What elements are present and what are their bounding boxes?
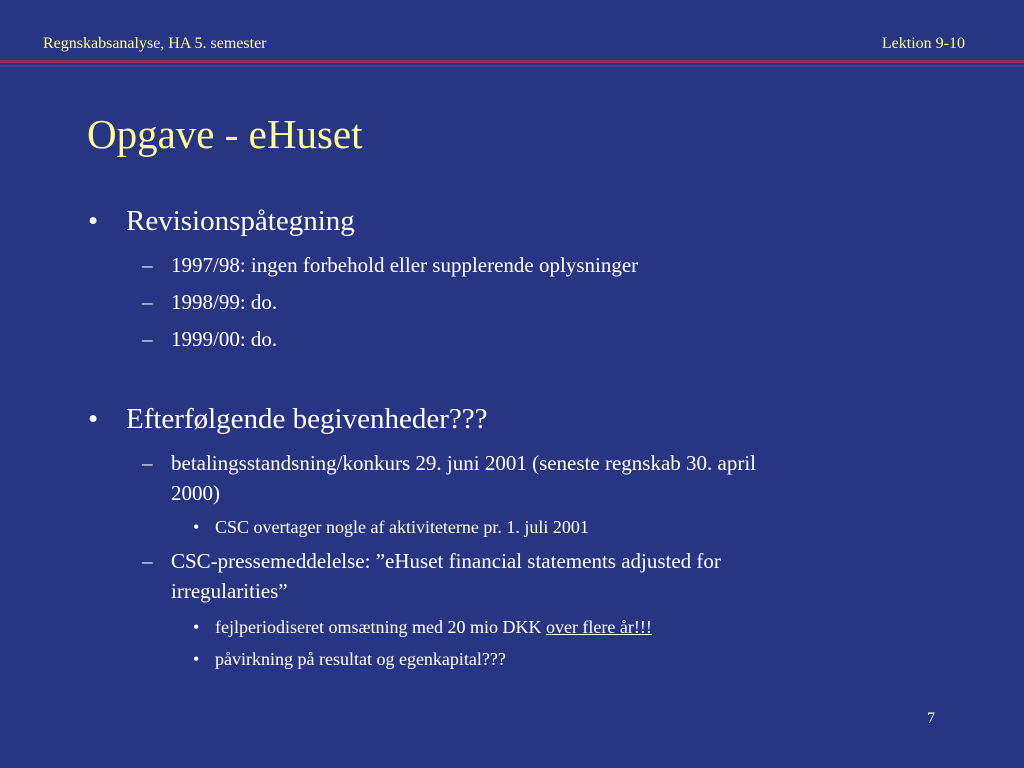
dash-marker: – [142, 290, 153, 314]
list-item: 1998/99: do. [171, 290, 278, 314]
over-flere-aar-link[interactable]: over flere år!!! [545, 617, 652, 637]
list-item: 1999/00: do. [171, 327, 278, 351]
bullet-marker: • [88, 403, 99, 435]
dash-marker: – [142, 327, 153, 351]
slide-title: Opgave - eHuset [87, 111, 363, 157]
dash-marker: – [142, 451, 153, 475]
dash-marker: – [142, 549, 153, 573]
list-item-continuation: irregularities” [171, 579, 288, 603]
header-rule [0, 60, 1024, 63]
header-rule-secondary [0, 65, 1024, 67]
section-heading-revisionspaategning: Revisionspåtegning [126, 205, 355, 237]
list-item: 1997/98: ingen forbehold eller supplerende oplysninger [171, 253, 639, 277]
sub-bullet-marker: • [193, 517, 200, 537]
sub-bullet-marker: • [193, 617, 200, 637]
section-heading-efterfoelgende: Efterfølgende begivenheder??? [126, 403, 488, 435]
list-item: CSC-pressemeddelelse: ”eHuset financial statements adjusted for [171, 549, 721, 573]
sub-list-item [215, 617, 652, 638]
header-lecture: Lektion 9-10 [881, 35, 965, 52]
sub-list-item: påvirkning på resultat og egenkapital??? [215, 649, 506, 669]
sub-list-item-text: fejlperiodiseret omsætning med 20 mio DKK [215, 617, 546, 637]
header-course: Regnskabsanalyse, HA 5. semester [43, 35, 267, 52]
list-item-continuation: 2000) [171, 481, 220, 505]
sub-list-item: CSC overtager nogle af aktiviteterne pr. 1. juli 2001 [215, 517, 589, 537]
dash-marker: – [142, 253, 153, 277]
page-number: 7 [927, 710, 935, 727]
sub-bullet-marker: • [193, 649, 200, 669]
bullet-marker: • [88, 205, 99, 237]
list-item: betalingsstandsning/konkurs 29. juni 2001 (seneste regnskab 30. april [171, 451, 756, 475]
